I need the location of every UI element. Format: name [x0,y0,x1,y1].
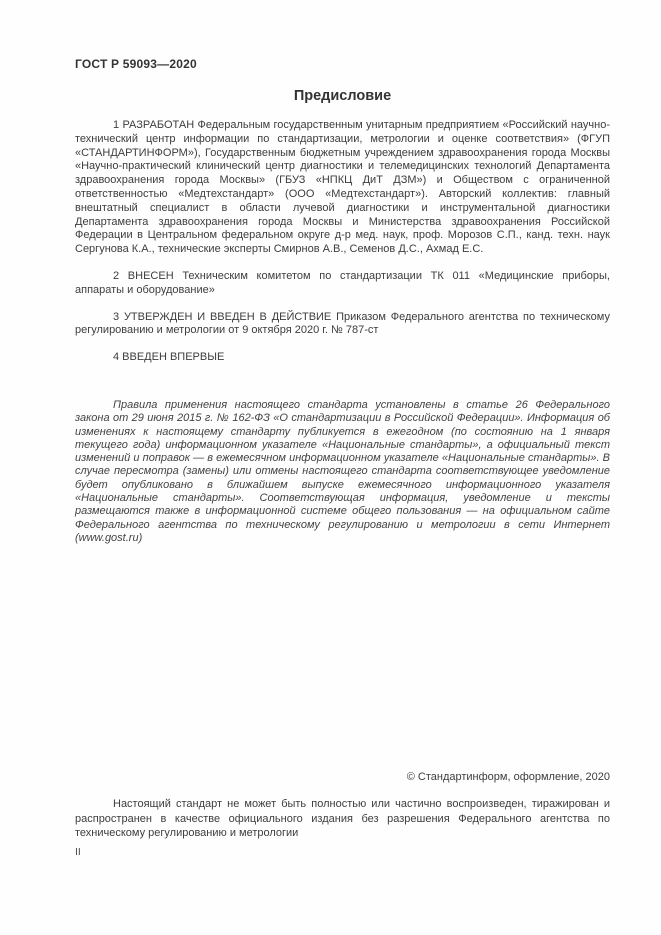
doc-code: ГОСТ Р 59093—2020 [75,57,197,71]
page-content [75,57,610,545]
reproduction-restriction-note: Настоящий стандарт не может быть полностью или частично воспроизведен, тиражирован и распространен в качестве официального издания без разрешения Федерального агентства по техническому регулированию и метрологии [75,798,610,840]
clause-approved: 3 УТВЕРЖДЕН И ВВЕДЕН В ДЕЙСТВИЕ Приказом Федерального агентства по техническому регулированию и метрологии от 9 октября 2020 г. № 787-ст [75,310,610,337]
clause-developed-by: 1 РАЗРАБОТАН Федеральным государственным унитарным предприятием «Российский научно-технический центр информации по стандартизации, метрологии и оценке соответствия» (ФГУП «СТАНДАРТИНФОРМ»), Государственным бюджетным учреждением здравоохранения города Москвы «Научно-практический клинический центр диагностики и телемедицинских технологий Департамента здравоохранения города Москвы» (ГБУЗ «НПКЦ ДиТ ДЗМ») и Обществом с ограниченной ответственностью «Медтехстандарт» (ООО «Медтехстандарт»). Авторский коллектив: главный внештатный специалист в области лучевой диагностики и инструментальной диагностики Департамента здравоохранения города Москвы и Министерства здравоохранения Российской Федерации в Центральном федеральном округе д-р мед. наук, проф. Морозов С.П., канд. техн. наук Сергунова К.А., технические эксперты Смирнов А.В., Семенов Д.С., Ахмад Е.С. [75,119,610,256]
legal-application-note: Правила применения настоящего стандарта установлены в статье 26 Федерального закона от 29 июня 2015 г. № 162-ФЗ «О стандартизации в Российской Федерации». Информация об изменениях к настоящему стандарту публикуется в ежегодном (по состоянию на 1 января текущего года) информационном указателе «Национальные стандарты», а официальный текст изменений и поправок — в ежемесячном информационном указателе «Национальные стандарты». В случае пересмотра (замены) или отмены настоящего стандарта соответствующее уведомление будет опубликовано в ближайшем выпуске ежемесячного информационного указателя «Национальные стандарты». Соответствующая информация, уведомление и тексты размещаются также в информационной системе общего пользования — на официальном сайте Федерального агентства по техническому регулированию и метрологии в сети Интернет (www.gost.ru) [75,398,610,544]
clause-first-introduced: 4 ВВЕДЕН ВПЕРВЫЕ [113,351,225,364]
clause-submitted-by: 2 ВНЕСЕН Техническим комитетом по стандартизации ТК 011 «Медицинские приборы, аппараты и оборудование» [75,269,610,296]
section-title: Предисловие [293,88,392,104]
copyright-line: © Стандартинформ, оформление, 2020 [406,771,610,783]
page-number: II [75,845,81,858]
page-footer [75,771,610,858]
